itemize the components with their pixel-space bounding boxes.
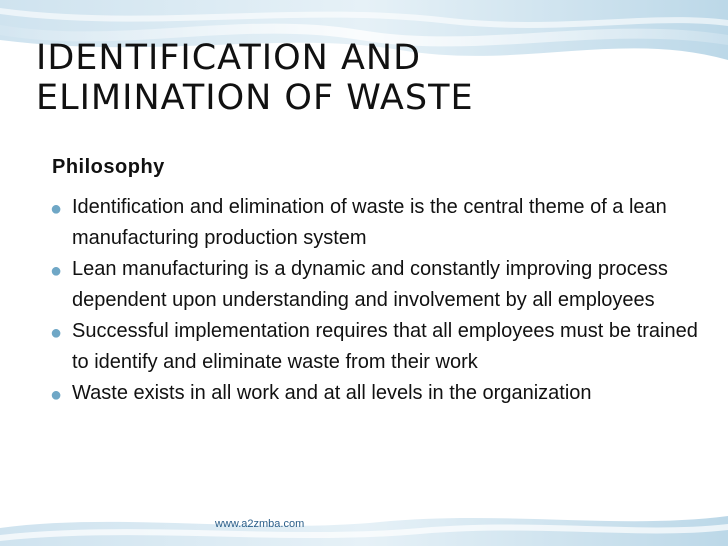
bullet-dot-icon: ●: [50, 384, 63, 406]
slide-title: [36, 38, 696, 118]
list-item: [50, 316, 700, 378]
bullet-list: [50, 192, 700, 409]
list-item: [50, 254, 700, 316]
bullet-text: Lean manufacturing is a dynamic and constantly improving process dependent upon understanding and involvement by all employees: [72, 258, 668, 311]
bullet-text: Successful implementation requires that all employees must be trained to identify and eliminate waste from their work: [72, 320, 698, 373]
list-item: [50, 192, 700, 254]
footer-url: www.a2zmba.com: [215, 518, 305, 530]
bullet-dot-icon: ●: [50, 260, 63, 282]
title-line-2: ELIMINATION OF WASTE: [36, 78, 474, 118]
list-item: [50, 378, 700, 409]
bullet-dot-icon: ●: [50, 322, 63, 344]
bullet-text: Identification and elimination of waste is the central theme of a lean manufacturing production system: [72, 196, 667, 249]
bullet-dot-icon: ●: [50, 198, 63, 220]
bullet-text: Waste exists in all work and at all levels in the organization: [72, 382, 592, 404]
subheading: Philosophy: [52, 156, 165, 178]
title-line-1: IDENTIFICATION AND: [36, 38, 422, 78]
